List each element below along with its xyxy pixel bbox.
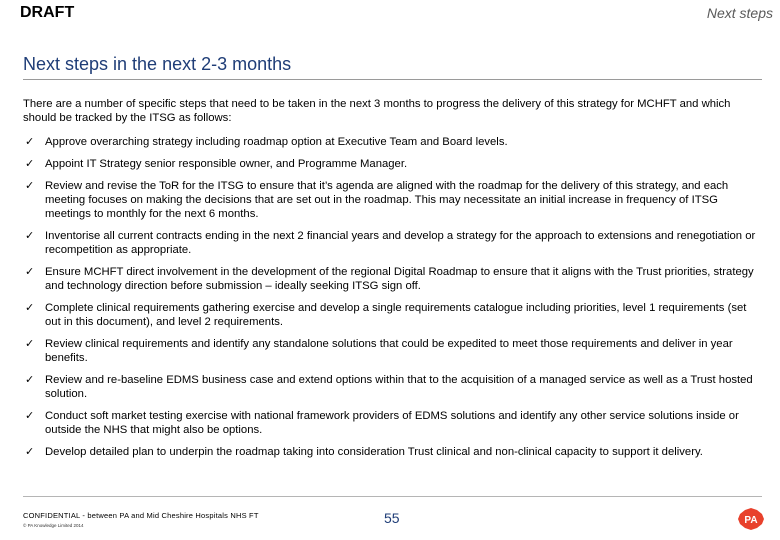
step-item bbox=[23, 229, 763, 257]
page-title: Next steps in the next 2-3 months bbox=[23, 54, 292, 74]
step-item bbox=[23, 373, 763, 401]
step-text: Approve overarching strategy including roadmap option at Executive Team and Board levels. bbox=[45, 136, 508, 148]
draft-label: DRAFT bbox=[20, 4, 75, 21]
footer-divider bbox=[23, 496, 762, 497]
pa-logo-icon bbox=[737, 507, 765, 531]
step-text: Review clinical requirements and identify any standalone solutions that could be expedited to meet those requirements and deliver in year benefits. bbox=[45, 338, 733, 364]
step-item bbox=[23, 445, 763, 459]
step-item bbox=[23, 301, 763, 329]
checkmark-icon: ✓ bbox=[25, 410, 35, 422]
checkmark-icon: ✓ bbox=[25, 180, 35, 192]
step-text: Inventorise all current contracts ending in the next 2 financial years and develop a strategy for the approach to extensions and renegotiation or recompetition as appropriate. bbox=[45, 230, 756, 256]
confidentiality-notice: CONFIDENTIAL - between PA and Mid Cheshire Hospitals NHS FT bbox=[23, 511, 259, 520]
section-label: Next steps bbox=[706, 5, 773, 21]
step-text: Complete clinical requirements gathering exercise and develop a single requirements catalogue including priorities, level 1 requirements (set out in this document), and level 2 requirements. bbox=[45, 302, 747, 328]
steps-list bbox=[23, 135, 763, 467]
step-text: Develop detailed plan to underpin the roadmap taking into consideration Trust clinical and non-clinical capacity to support it delivery. bbox=[45, 446, 703, 458]
step-item bbox=[23, 265, 763, 293]
copyright-notice: © PA Knowledge Limited 2014 bbox=[23, 523, 84, 528]
step-text: Review and revise the ToR for the ITSG to ensure that it’s agenda are aligned with the roadmap for the delivery of this strategy, and each meeting focuses on making the decisions that are set out in the roadmap. This may necessitate an initial increase in frequency of ITSG meetings to monthly for the next 6 months. bbox=[45, 180, 729, 220]
checkmark-icon: ✓ bbox=[25, 158, 35, 170]
logo-text: PA bbox=[744, 515, 758, 526]
checkmark-icon: ✓ bbox=[25, 266, 35, 278]
checkmark-icon: ✓ bbox=[25, 338, 35, 350]
step-text: Review and re-baseline EDMS business case and extend options within that to the acquisition of a managed service as well as a Trust hosted solution. bbox=[45, 374, 753, 400]
checkmark-icon: ✓ bbox=[25, 136, 35, 148]
checkmark-icon: ✓ bbox=[25, 302, 35, 314]
checkmark-icon: ✓ bbox=[25, 374, 35, 386]
step-text: Conduct soft market testing exercise with national framework providers of EDMS solutions and identify any other service solutions inside or outside the NHS that might also be options. bbox=[45, 410, 739, 436]
checkmark-icon: ✓ bbox=[25, 230, 35, 242]
page-number: 55 bbox=[384, 510, 400, 526]
title-divider bbox=[23, 79, 762, 80]
intro-paragraph: There are a number of specific steps that need to be taken in the next 3 months to progress the delivery of this strategy for MCHFT and which should be tracked by the ITSG as follows: bbox=[23, 98, 731, 124]
checkmark-icon: ✓ bbox=[25, 446, 35, 458]
step-item bbox=[23, 337, 763, 365]
step-text: Appoint IT Strategy senior responsible owner, and Programme Manager. bbox=[45, 158, 408, 170]
step-text: Ensure MCHFT direct involvement in the development of the regional Digital Roadmap to ensure that it aligns with the Trust priorities, strategy and technology direction before submission – ideally seeking ITSG sign off. bbox=[45, 266, 754, 292]
step-item bbox=[23, 179, 763, 221]
step-item bbox=[23, 135, 763, 149]
step-item bbox=[23, 157, 763, 171]
step-item bbox=[23, 409, 763, 437]
